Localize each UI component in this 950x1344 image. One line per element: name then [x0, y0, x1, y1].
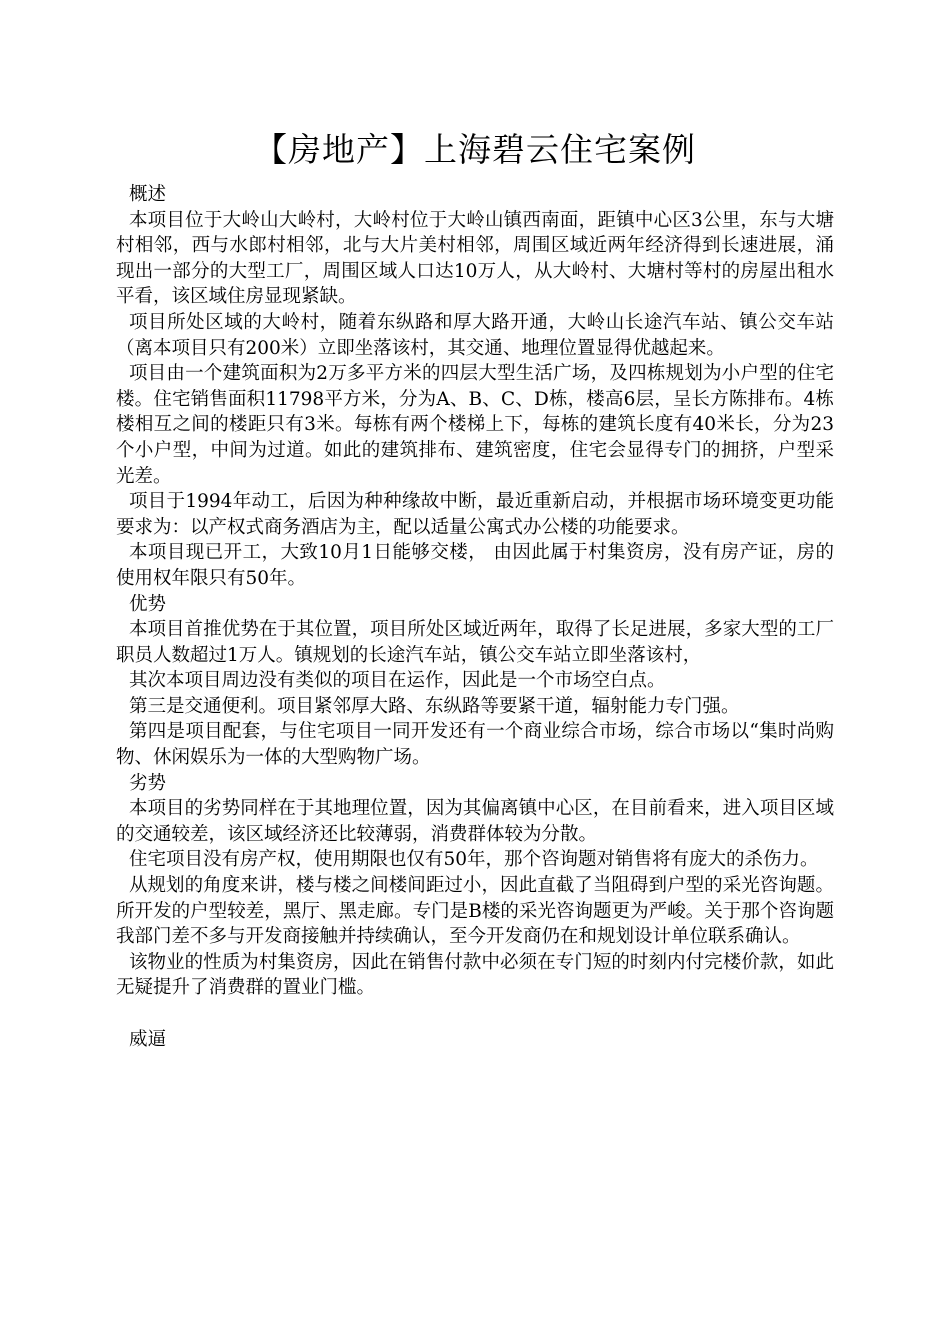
paragraph: 本项目首推优势在于其位置，项目所处区域近两年，取得了长足进展，多家大型的工厂职员人数超过1万人。镇规划的长途汽车站，镇公交车站立即坐落该村，	[116, 619, 834, 666]
paragraph: 其次本项目周边没有类似的项目在运作，因此是一个市场空白点。	[128, 670, 666, 692]
section-weaknesses	[116, 771, 834, 1001]
document-title: 【房地产】上海碧云住宅案例	[254, 130, 696, 169]
section-heading: 威逼	[128, 1028, 166, 1050]
paragraph: 本项目现已开工，大致10月1日能够交楼， 由因此属于村集资房，没有房产证，房的使用权年限只有50年。	[116, 542, 834, 589]
paragraph: 第三是交通便利。项目紧邻厚大路、东纵路等要紧干道，辐射能力专门强。	[128, 695, 740, 717]
paragraph: 项目所处区域的大岭村，随着东纵路和厚大路开通，大岭山长途汽车站、镇公交车站（离本项目只有200米）立即坐落该村，其交通、地理位置显得优越起来。	[116, 311, 834, 359]
paragraph: 项目于1994年动工，后因为种种缘故中断，最近重新启动，并根据市场环境变更功能要求为：以产权式商务酒店为主，配以适量公寓式办公楼的功能要求。	[116, 491, 834, 538]
section-threats	[116, 1027, 834, 1053]
section-heading: 优势	[128, 593, 166, 615]
paragraph: 本项目位于大岭山大岭村，大岭村位于大岭山镇西南面，距镇中心区3公里，东与大塘村相邻，西与水郎村相邻，北与大片美村相邻，周围区域近两年经济得到长速进展，涌现出一部分的大型工厂，周围区域人口达10万人，从大岭村、大塘村等村的房屋出租水平看，该区域住房显现紧缺。	[116, 209, 834, 308]
section-heading: 概述	[128, 184, 166, 205]
blank-line	[116, 1001, 834, 1027]
section-strengths	[116, 592, 834, 771]
section-heading: 劣势	[128, 772, 166, 794]
section-overview	[116, 182, 834, 592]
paragraph: 住宅项目没有房产权，使用期限也仅有50年，那个咨询题对销售将有庞大的杀伤力。	[128, 849, 819, 871]
paragraph: 从规划的角度来讲，楼与楼之间楼间距过小，因此直截了当阻碍到户型的采光咨询题。所开发的户型较差，黑厅、黑走廊。专门是B楼的采光咨询题更为严峻。关于那个咨询题我部门差不多与开发商接触并持续确认，至今开发商仍在和规划设计单位联系确认。	[116, 875, 834, 948]
document-page	[116, 128, 834, 1052]
paragraph: 项目由一个建筑面积为2万多平方米的四层大型生活广场，及四栋规划为小户型的住宅楼。住宅销售面积11798平方米，分为A、B、C、D栋，楼高6层，呈长方陈排布。4栋楼相互之间的楼距只有3米。每栋有两个楼梯上下，每栋的建筑长度有40米长，分为23个小户型，中间为过道。如此的建筑排布、建筑密度，住宅会显得专门的拥挤，户型采光差。	[116, 363, 834, 487]
paragraph: 该物业的性质为村集资房，因此在销售付款中必须在专门短的时刻内付完楼价款，如此无疑提升了消费群的置业门槛。	[116, 951, 834, 999]
paragraph: 第四是项目配套，与住宅项目一同开发还有一个商业综合市场，综合市场以“集时尚购物、休闲娱乐为一体的大型购物广场。	[116, 721, 834, 769]
paragraph: 本项目的劣势同样在于其地理位置，因为其偏离镇中心区，在目前看来，进入项目区域的交通较差，该区域经济还比较薄弱，消费群体较为分散。	[116, 798, 834, 845]
